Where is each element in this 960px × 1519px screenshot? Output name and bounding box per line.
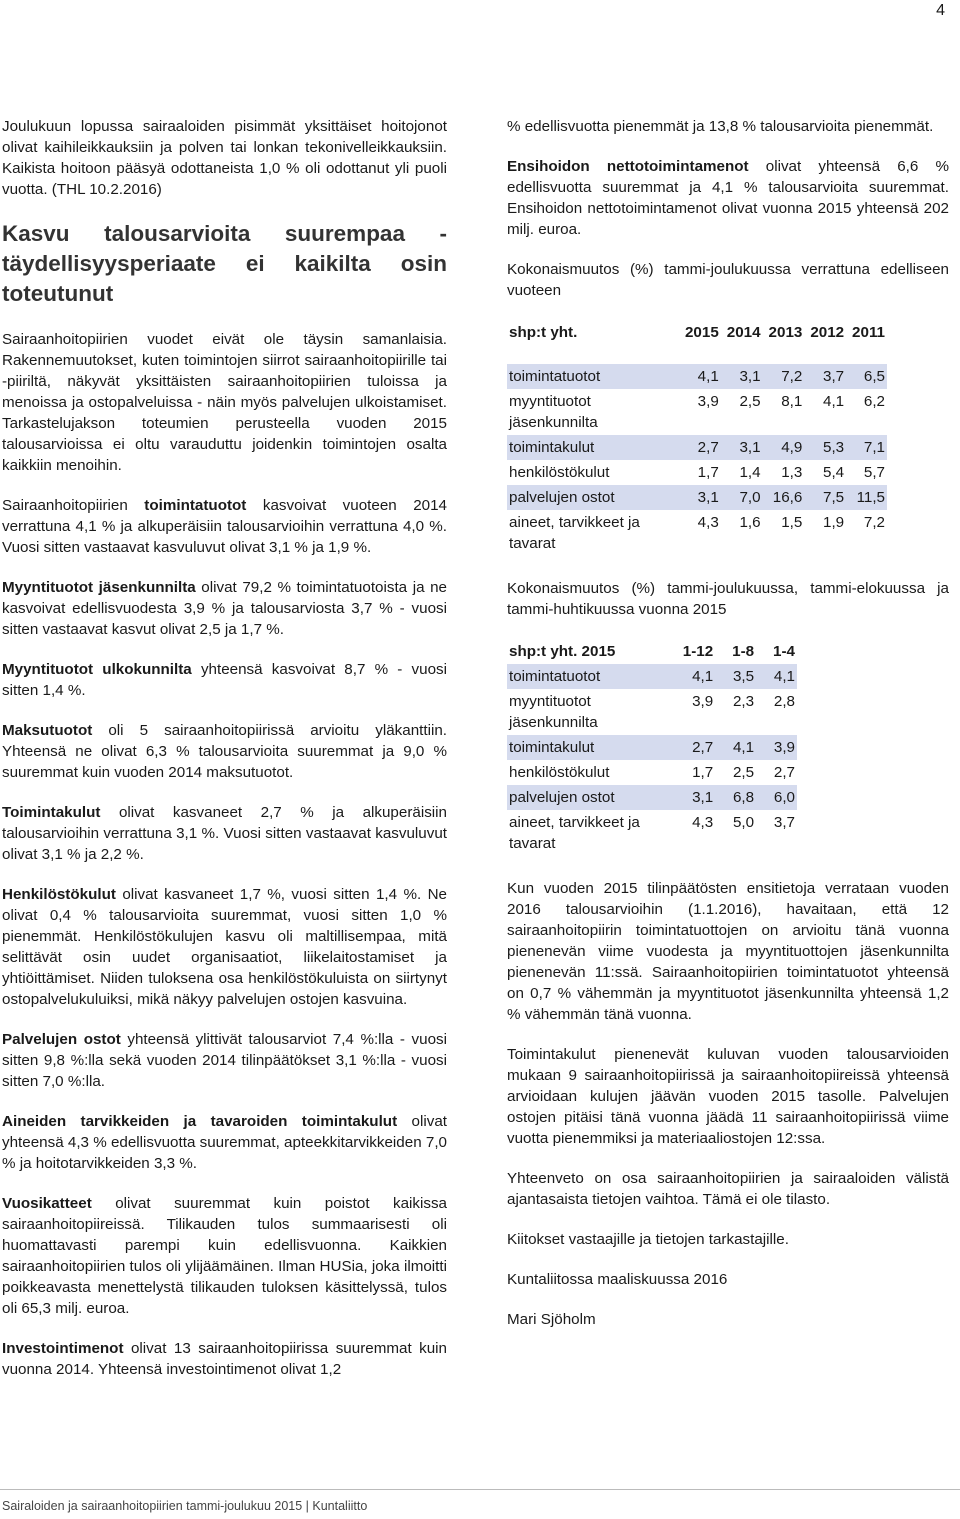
- table-row: [507, 389, 887, 435]
- table-cell: 7,0: [721, 485, 763, 510]
- row-label: toimintatuotot: [507, 364, 679, 389]
- row-label: palvelujen ostot: [507, 485, 679, 510]
- table-cell: 4,1: [661, 664, 715, 689]
- paragraph-continued: % edellisvuotta pienemmät ja 13,8 % talousarvioita pienemmät.: [507, 118, 934, 135]
- table-cell: 8,1: [781, 393, 803, 410]
- table-cell: 5,0: [732, 814, 755, 831]
- row-label: aineet, tarvikkeet ja tavarat: [509, 514, 640, 552]
- table-cell: 6,5: [846, 364, 887, 389]
- table-period-change: [507, 639, 797, 856]
- table-header-cell: 1-8: [732, 643, 755, 660]
- left-column: [2, 116, 447, 1380]
- table-cell: 4,1: [715, 735, 756, 760]
- paragraph-vuosikatteet: Vuosikatteet olivat suuremmat kuin poistot kaikissa sairaanhoitopiireissä. Tilikauden tulos summaarisesti oli huomattavasti parempi kuin edellisvuonna. Kaikkien sairaanhoitopiirien tulos oli ylijäämäinen. Ilman HUSia, joka ilmoitti poikkeavasta menettelystä tilikauden tuloksen käsittelyssä, tulos oli 65,3 milj. euroa.: [2, 1195, 447, 1317]
- table-row: [507, 689, 797, 735]
- footer-divider: [0, 1489, 960, 1490]
- paragraph-maksutuotot: Maksutuotot oli 5 sairaanhoitopiirissä arvioitu yläkanttiin. Yhteensä ne olivat 6,3 % talousarvioita suuremmat ja 9,0 % suuremmat kuin vuoden 2014 maksutuotot.: [2, 722, 447, 781]
- table-cell: 3,9: [692, 693, 714, 710]
- table-cell: 5,7: [863, 464, 885, 481]
- footer-text: Sairaloiden ja sairaanhoitopiirien tammi-joulukuu 2015 | Kuntaliitto: [2, 1499, 368, 1513]
- table-cell: 6,0: [756, 785, 797, 810]
- table-header-row: [507, 320, 887, 364]
- table-cell: 4,1: [823, 393, 845, 410]
- paragraph-date: Kuntaliitossa maaliskuussa 2016: [507, 1271, 728, 1288]
- table-header-cell: 2015: [684, 324, 719, 341]
- row-label: toimintakulut: [507, 435, 679, 460]
- paragraph-myyntituotot-jasen: Myyntituotot jäsenkunnilta olivat 79,2 % toimintatuotoista ja ne kasvoivat edellisvuodesta 3,9 % ja talousarviosta 3,7 % - vuosi sitten vastaavat kasvut olivat 2,5 ja 1,7 %.: [2, 579, 447, 638]
- table-cell: 3,9: [697, 393, 719, 410]
- table-row: [507, 485, 887, 510]
- section-heading: Kasvu talousarvioita suurempaa - täydellisyysperiaate ei kaikilta osin toteutunut: [2, 221, 447, 306]
- right-column: [507, 116, 949, 1349]
- table-cell: 3,1: [661, 785, 715, 810]
- paragraph-investointimenot: Investointimenot olivat 13 sairaanhoitopiirissa suuremmat kuin vuonna 2014. Yhteensä investointimenot olivat 1,2: [2, 1340, 447, 1378]
- table-cell: 3,7: [804, 364, 846, 389]
- table-cell: 16,6: [763, 485, 805, 510]
- table-cell: 4,9: [763, 435, 805, 460]
- table-yearly-change: [507, 320, 887, 556]
- row-label: myyntituotot jäsenkunnilta: [509, 693, 598, 731]
- table-cell: 6,2: [863, 393, 885, 410]
- table-cell: 7,2: [863, 514, 885, 531]
- table-cell: 1,7: [692, 764, 714, 781]
- table-cell: 4,1: [679, 364, 721, 389]
- table-cell: 4,3: [692, 814, 714, 831]
- table-header-cell: shp:t yht.: [509, 324, 578, 341]
- paragraph-toimintakulut-2016: Toimintakulut pienenevät kuluvan vuoden talousarvioiden mukaan 9 sairaanhoitopiirissä ja sairaanhoitopiireissä yhteensä arvioidaan kulujen jäävän vuoden 2015 tasolle. Palvelujen ostojen pitäisi tänä vuonna jäädä 11 sairaanhoitopiirissä viime vuotta pienemmiksi ja materiaaliostojen 12:ssa.: [507, 1046, 949, 1147]
- table-header-cell: 2012: [810, 324, 845, 341]
- table-header-cell: shp:t yht. 2015: [509, 643, 616, 660]
- table-cell: 2,7: [773, 764, 795, 781]
- paragraph-myyntituotot-ulko: Myyntituotot ulkokunnilta yhteensä kasvoivat 8,7 % - vuosi sitten 1,4 %.: [2, 661, 447, 699]
- table-cell: 2,7: [661, 735, 715, 760]
- paragraph-toimintakulut: Toimintakulut olivat kasvaneet 2,7 % ja alkuperäisiin talousarvioihin verrattuna 3,1 %. Vuosi sitten vastaavat kasvuluvut olivat 3,1 % ja 2,2 %.: [2, 804, 447, 863]
- paragraph-toimintatuotot: Sairaanhoitopiirien toimintatuotot kasvoivat vuoteen 2014 verrattuna 4,1 % ja alkuperäisiin talousarvioihin verrattuna 4,0 %. Vuosi sitten vastaavat kasvuluvut olivat 3,1 % ja 1,9 %.: [2, 497, 447, 556]
- table-row: [507, 460, 887, 485]
- paragraph-2016-budget: Kun vuoden 2015 tilinpäätösten ensitietoja verrataan vuoden 2016 talousarvioihin (1.1.2016), havaitaan, että 12 sairaanhoitopiirin toimintatuottojen on arvioitu tänä vuonna pienenevän viime vuodesta ja myyntituottojen jäsenkunnilta pienenevän 11:ssä. Sairaanhoitopiirien toimintatuotot yhteensä on 0,7 % vähemmän ja myyntituotot jäsenkunnilta yhteensä 1,2 % vähemmän tänä vuonna.: [507, 880, 949, 1023]
- table-cell: 3,9: [756, 735, 797, 760]
- table1-caption: Kokonaismuutos (%) tammi-joulukuussa verrattuna edelliseen vuoteen: [507, 261, 949, 299]
- table-cell: 5,4: [823, 464, 845, 481]
- table-cell: 3,1: [721, 364, 763, 389]
- table-cell: 1,5: [781, 514, 803, 531]
- page-number: 4: [936, 2, 945, 19]
- paragraph-palvelujen-ostot: Palvelujen ostot yhteensä ylittivät talousarviot 7,4 %:lla - vuosi sitten 9,8 %:lla sekä vuoden 2014 tilinpäätökset 3,1 %:lla - vuosi sitten 7,0 %:lla.: [2, 1031, 447, 1090]
- row-label: myyntituotot jäsenkunnilta: [509, 393, 598, 431]
- table-cell: 3,1: [721, 435, 763, 460]
- table-cell: 11,5: [846, 485, 887, 510]
- table-header-cell: 2011: [852, 324, 885, 341]
- table-header-cell: 1-4: [773, 643, 795, 660]
- table-header-row: [507, 639, 797, 664]
- table-cell: 1,4: [739, 464, 761, 481]
- paragraph-aineet: Aineiden tarvikkeiden ja tavaroiden toimintakulut olivat yhteensä 4,3 % edellisvuotta suuremmat, apteekkitarvikkeiden 7,0 % ja hoitotarvikkeiden 3,3 %.: [2, 1113, 447, 1172]
- table-cell: 3,7: [773, 814, 795, 831]
- table-header-cell: 1-12: [682, 643, 714, 660]
- table-cell: 6,8: [715, 785, 756, 810]
- paragraph-structure: Sairaanhoitopiirien vuodet eivät ole täysin samanlaisia. Rakennemuutokset, kuten toimintojen siirrot sairaanhoitopiirille tai -piiriltä, näkyvät yksittäisten sairaanhoitopiirien tuloissa ja menoissa ja ostopalveluissa - näin myös palvelujen ulkoistamiset. Tarkastelujakson toteumien perusteella vuoden 2015 talousarvioissa ei oltu varauduttu joidenkin toimintojen osalta kaikkiin menoihin.: [2, 331, 447, 474]
- table-row: [507, 735, 797, 760]
- table-row: [507, 435, 887, 460]
- table-row: [507, 510, 887, 556]
- table-cell: 5,3: [804, 435, 846, 460]
- table-header-cell: 2014: [726, 324, 761, 341]
- paragraph-henkilostokulut: Henkilöstökulut olivat kasvaneet 1,7 %, vuosi sitten 1,4 %. Ne olivat 0,4 % talousarvioita suuremmat, vuosi sitten 1,0 % pienemmät. Henkilöstökulujen kasvu oli maltillisempaa, mitä selittävät osin uudet organisaatiot, liikelaitostamiset ja yhtiöittämiset. Niiden tuloksena osa henkilöstökuluista on siirtynyt ostopalvelukuluiksi, mikä näkyy palvelujen ostojen kasvuina.: [2, 886, 447, 1008]
- table-cell: 2,7: [679, 435, 721, 460]
- table-cell: 2,5: [732, 764, 755, 781]
- table-cell: 2,8: [773, 693, 795, 710]
- table-cell: 3,1: [679, 485, 721, 510]
- table-cell: 1,3: [781, 464, 803, 481]
- table-row: [507, 760, 797, 785]
- author-name: Mari Sjöholm: [507, 1311, 596, 1328]
- intro-paragraph: Joulukuun lopussa sairaaloiden pisimmät yksittäiset hoitojonot olivat kaihileikkauksiin ja polven tai lonkan tekonivelleikkauksiin. Kaikista hoitoon pääsyä odottaneista 1,0 % oli odottanut yli puoli vuotta. (THL 10.2.2016): [2, 118, 447, 198]
- paragraph-kiitokset: Kiitokset vastaajille ja tietojen tarkastajille.: [507, 1231, 789, 1248]
- table-row: [507, 810, 797, 856]
- paragraph-yhteenveto: Yhteenveto on osa sairaanhoitopiirien ja sairaaloiden välistä ajantasaista tietojen vaihtoa. Tämä ei ole tilasto.: [507, 1170, 949, 1208]
- row-label: palvelujen ostot: [507, 785, 661, 810]
- table2-caption: Kokonaismuutos (%) tammi-joulukuussa, tammi-elokuussa ja tammi-huhtikuussa vuonna 2015: [507, 580, 949, 618]
- table-row: [507, 785, 797, 810]
- table-cell: 2,5: [739, 393, 761, 410]
- table-cell: 1,7: [697, 464, 719, 481]
- table-cell: 4,3: [697, 514, 719, 531]
- row-label: henkilöstökulut: [509, 464, 610, 481]
- row-label: toimintatuotot: [507, 664, 661, 689]
- table-row: [507, 364, 887, 389]
- table-header-cell: 2013: [768, 324, 803, 341]
- table-cell: 7,1: [846, 435, 887, 460]
- table-cell: 1,9: [823, 514, 845, 531]
- table-cell: 1,6: [739, 514, 761, 531]
- row-label: toimintakulut: [507, 735, 661, 760]
- row-label: aineet, tarvikkeet ja tavarat: [509, 814, 640, 852]
- row-label: henkilöstökulut: [509, 764, 610, 781]
- table-cell: 3,5: [715, 664, 756, 689]
- table-cell: 7,2: [763, 364, 805, 389]
- table-row: [507, 664, 797, 689]
- table-cell: 4,1: [756, 664, 797, 689]
- paragraph-ensihoito: Ensihoidon nettotoimintamenot olivat yhteensä 6,6 % edellisvuotta suuremmat ja 4,1 % talousarvioita suuremmat. Ensihoidon nettotoimintamenot olivat vuonna 2015 yhteensä 202 milj. euroa.: [507, 158, 949, 238]
- table-cell: 2,3: [732, 693, 755, 710]
- table-cell: 7,5: [804, 485, 846, 510]
